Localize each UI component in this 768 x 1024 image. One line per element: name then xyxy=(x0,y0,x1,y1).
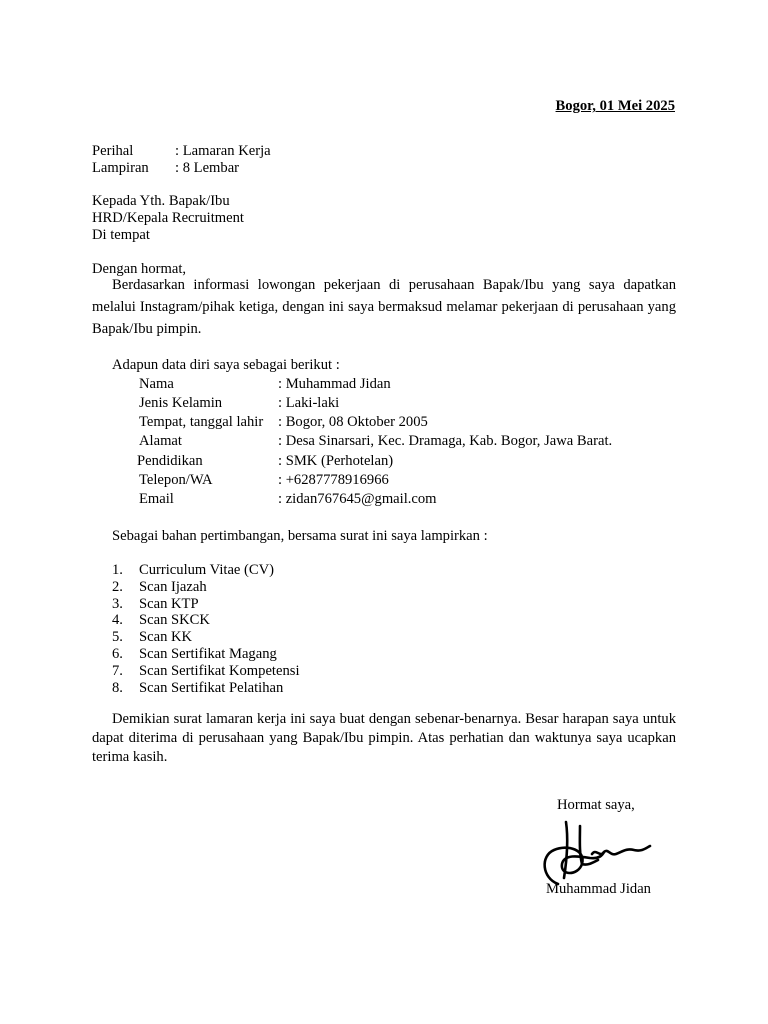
list-item: Scan Sertifikat Pelatihan xyxy=(139,680,284,696)
bio-label: Jenis Kelamin xyxy=(139,395,223,411)
bio-label: Alamat xyxy=(139,433,182,449)
opening-paragraph: Berdasarkan informasi lowongan pekerjaan di perusahaan Bapak/Ibu yang saya dapatkan melalui Instagram/pihak ketiga, dengan ini saya bermaksud melamar pekerjaan di perusahaan yang Bapak/Ibu pimpin. xyxy=(92,277,676,337)
recipient-line: HRD/Kepala Recruitment xyxy=(92,210,244,226)
letter-date: Bogor, 01 Mei 2025 xyxy=(555,98,675,114)
bio-label: Email xyxy=(139,491,174,507)
list-item-number: 4. xyxy=(112,612,123,628)
list-item: Scan SKCK xyxy=(139,612,210,628)
recipient-line: Kepada Yth. Bapak/Ibu xyxy=(92,193,230,209)
list-item-number: 1. xyxy=(112,562,123,578)
list-item: Scan Sertifikat Kompetensi xyxy=(139,663,300,679)
bio-intro: Adapun data diri saya sebagai berikut : xyxy=(112,357,340,373)
bio-value: : Muhammad Jidan xyxy=(278,376,391,392)
bio-label: Tempat, tanggal lahir xyxy=(139,414,264,430)
attachments-intro: Sebagai bahan pertimbangan, bersama surat ini saya lampirkan : xyxy=(112,528,488,544)
meta-label-lampiran: Lampiran xyxy=(92,160,149,176)
list-item: Scan Ijazah xyxy=(139,579,207,595)
bio-label: Telepon/WA xyxy=(139,472,213,488)
recipient-line: Di tempat xyxy=(92,227,150,243)
bio-value: : +6287778916966 xyxy=(278,472,389,488)
greeting: Dengan hormat, xyxy=(92,261,187,277)
list-item-number: 2. xyxy=(112,579,123,595)
list-item-number: 6. xyxy=(112,646,123,662)
meta-label-perihal: Perihal xyxy=(92,143,134,159)
bio-value: : SMK (Perhotelan) xyxy=(278,453,394,469)
list-item-number: 3. xyxy=(112,596,123,612)
signer-name: Muhammad Jidan xyxy=(546,881,651,897)
bio-label: Nama xyxy=(139,376,174,392)
closing-salutation: Hormat saya, xyxy=(557,797,635,813)
bio-value: : Desa Sinarsari, Kec. Dramaga, Kab. Bogor, Jawa Barat. xyxy=(278,433,613,449)
list-item-number: 7. xyxy=(112,663,123,679)
list-item: Scan Sertifikat Magang xyxy=(139,646,277,662)
bio-label: Pendidikan xyxy=(137,453,203,469)
signature-image xyxy=(538,818,658,890)
meta-value-lampiran: : 8 Lembar xyxy=(175,160,240,176)
bio-value: : zidan767645@gmail.com xyxy=(278,491,437,507)
list-item: Scan KTP xyxy=(139,596,199,612)
bio-value: : Laki-laki xyxy=(278,395,340,411)
list-item: Curriculum Vitae (CV) xyxy=(139,562,275,578)
list-item-number: 5. xyxy=(112,629,123,645)
closing-paragraph: Demikian surat lamaran kerja ini saya buat dengan sebenar-benarnya. Besar harapan saya untuk dapat diterima di perusahaan yang Bapak/Ibu pimpin. Atas perhatian dan waktunya saya ucapkan terima kasih. xyxy=(92,711,676,765)
bio-value: : Bogor, 08 Oktober 2005 xyxy=(278,414,428,430)
list-item: Scan KK xyxy=(139,629,193,645)
meta-value-perihal: : Lamaran Kerja xyxy=(175,143,271,159)
list-item-number: 8. xyxy=(112,680,123,696)
